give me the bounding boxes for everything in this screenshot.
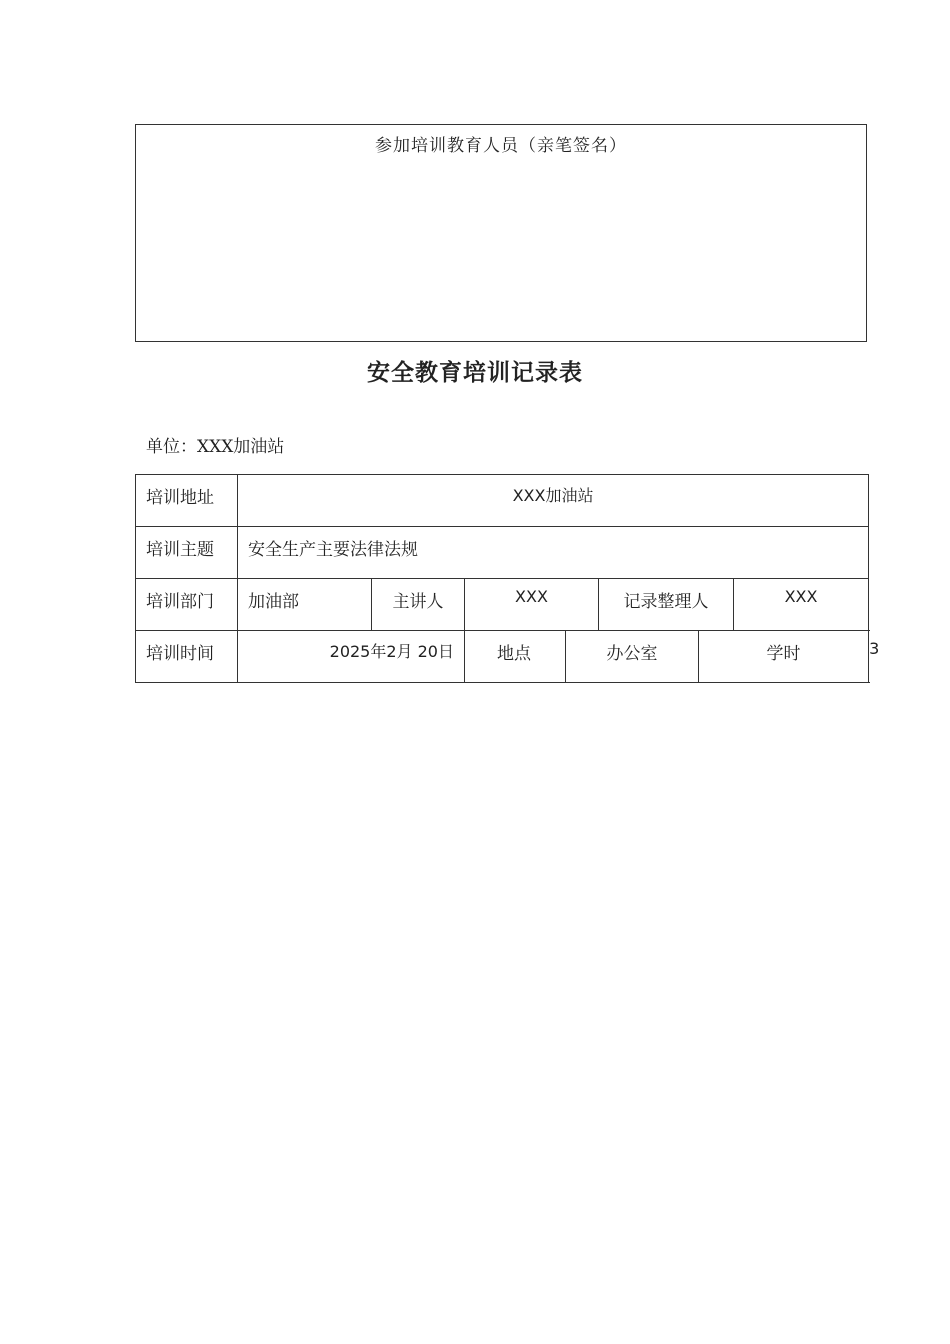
address-value: XXX加油站 (238, 475, 869, 527)
time-value: 2025年2月 20日 (238, 631, 465, 683)
time-label: 培训时间 (136, 631, 238, 683)
place-label: 地点 (465, 631, 566, 683)
training-record-table (135, 474, 880, 683)
recorder-label: 记录整理人 (599, 579, 734, 631)
unit-line: 单位：XXX加油站 (146, 437, 285, 457)
department-value: 加油部 (238, 579, 372, 631)
table-row (136, 579, 869, 631)
place-value: 办公室 (566, 631, 699, 683)
topic-value: 安全生产主要法律法规 (238, 527, 869, 579)
speaker-label: 主讲人 (372, 579, 465, 631)
address-label: 培训地址 (136, 475, 238, 527)
topic-label: 培训主题 (136, 527, 238, 579)
table-row (136, 475, 869, 527)
table-row (136, 527, 869, 579)
table-row: 培训时间 2025年2月 20日 地点 办公室 学时 3 (136, 631, 869, 683)
signature-box-title: 参加培训教育人员（亲笔签名） (375, 136, 627, 156)
recorder-value: XXX (734, 579, 869, 631)
document-title: 安全教育培训记录表 (367, 360, 583, 386)
speaker-value: XXX (465, 579, 599, 631)
signature-box (135, 124, 867, 342)
hours-label: 学时 (699, 631, 869, 683)
department-label: 培训部门 (136, 579, 238, 631)
